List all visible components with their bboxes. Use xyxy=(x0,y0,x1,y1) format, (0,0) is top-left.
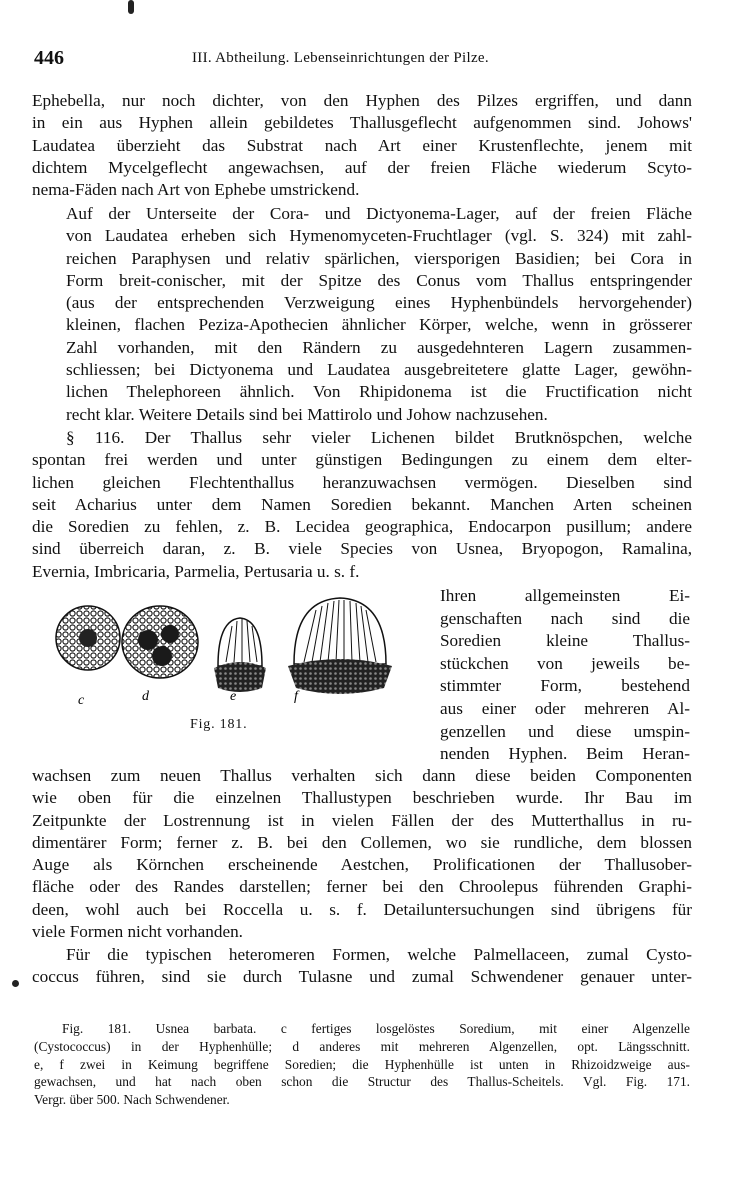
soredium-f-drawing xyxy=(288,598,392,694)
text-line: Ihren allgemeinsten Ei- xyxy=(440,586,690,605)
text-line: nenden Hyphen. Beim Heran- xyxy=(440,744,690,764)
text-line: stimmter Form, bestehend xyxy=(440,676,690,696)
page-number: 446 xyxy=(34,47,64,69)
footnote-line: (Cystococcus) in der Hyphenhülle; d anderes mit mehreren Algenzellen, opt. Längsschnitt. xyxy=(34,1038,690,1054)
text-line: stückchen von jeweils be- xyxy=(440,653,690,673)
figure-letter-d: d xyxy=(142,689,149,704)
figure-caption-footnote xyxy=(34,1020,690,1109)
ink-spot xyxy=(12,980,19,987)
running-title: III. Abtheilung. Lebenseinrichtungen der Pilze. xyxy=(192,50,489,66)
figure-label: Fig. 181. xyxy=(190,717,248,732)
text-line: viele Formen nicht vorhanden. xyxy=(32,922,243,942)
text-line: von Laudatea erheben sich Hymenomyceten-Fruchtlager (vgl. S. 324) mit zahl- xyxy=(66,226,692,246)
text-line: genzellen und diese umspin- xyxy=(440,721,690,741)
paragraph-4 xyxy=(32,765,692,943)
text-line: genschaften nach sind die xyxy=(440,608,690,628)
text-line: Ephebella, nur noch dichter, von den Hyphen des Pilzes ergriffen, und dann xyxy=(32,91,692,110)
soredium-e-drawing xyxy=(214,618,266,692)
footnote-line: Fig. 181. Usnea barbata. c fertiges losgelöstes Soredium, mit einer Algenzelle xyxy=(62,1021,690,1036)
figure-letter-f: f xyxy=(294,689,298,704)
text-line: Für die typischen heteromeren Formen, welche Palmellaceen, zumal Cysto- xyxy=(66,945,692,964)
soredium-d-drawing xyxy=(122,606,198,678)
figure-letter-c: c xyxy=(78,693,85,706)
text-line: spontan frei werden und unter günstigen Bedingungen zu einem dem elter- xyxy=(32,450,692,470)
soredium-c-drawing xyxy=(56,606,120,670)
text-line: aus einer oder mehreren Al- xyxy=(440,698,690,718)
text-line: lichen Thelephoreen ähnlich. Von Rhipidonema ist die Fructification nicht xyxy=(66,382,692,402)
text-line: recht klar. Weitere Details sind bei Mattirolo und Johow nachzusehen. xyxy=(66,404,548,424)
text-line: reichen Paraphysen und relativ spärlichen, viersporigen Basidien; bei Cora in xyxy=(66,248,692,268)
footnote-line: gewachsen, und hat nach oben schon die Structur des Thallus-Scheitels. Vgl. Fig. 171. xyxy=(34,1074,690,1090)
figure-181-illustration xyxy=(48,596,404,706)
text-line: Soredien kleine Thallus- xyxy=(440,631,690,651)
footnote-line: e, f zwei in Keimung begriffene Soredien; die Hyphenhülle ist unten in Rhizoidzweige aus- xyxy=(34,1056,690,1072)
footnote-line: Vergr. über 500. Nach Schwendener. xyxy=(34,1092,230,1108)
text-line: Zahl vorhanden, mit den Rändern zu ausgedehnteren Lagern zusammen- xyxy=(66,337,692,357)
text-line: nema-Fäden nach Art von Ephebe umstrickend. xyxy=(32,180,360,200)
text-line: lichen gleichen Flechtenthallus heranzuwachsen vermögen. Dieselben sind xyxy=(32,472,692,492)
text-line: dichtem Mycelgeflecht angewachsen, auf der freien Fläche wiederum Scyto- xyxy=(32,157,692,177)
text-line: fläche oder des Randes darstellen; ferner bei den Chroolepus führenden Graphi- xyxy=(32,877,692,897)
text-line: dimentärer Form; ferner z. B. bei den Collemen, wo sie rundliche, dem blossen xyxy=(32,832,692,852)
text-line: Evernia, Imbricaria, Parmelia, Pertusaria u. s. f. xyxy=(32,561,360,581)
text-line: Auf der Unterseite der Cora- und Dictyonema-Lager, auf der freien Fläche xyxy=(66,204,692,223)
text-line: seit Acharius unter dem Namen Soredien bekannt. Manchen Arten scheinen xyxy=(32,494,692,514)
text-line: wie oben für die einzelnen Thallustypen beschrieben wurde. Ihr Bau im xyxy=(32,788,692,808)
text-line: (aus der entsprechenden Verzweigung eines Hyphenbündels hervorgehender) xyxy=(66,293,692,313)
text-line: kleinen, flachen Peziza-Apothecien ähnlicher Körper, welche, wenn in grösserer xyxy=(66,315,692,335)
text-line: deen, wohl auch bei Roccella u. s. f. Detailuntersuchungen sind übrigens für xyxy=(32,899,692,919)
text-line: § 116. Der Thallus sehr vieler Lichenen bildet Brutknöspchen, welche xyxy=(66,428,692,447)
text-line: sind überreich daran, z. B. viele Species von Usnea, Bryopogon, Ramalina, xyxy=(32,539,692,559)
text-line: Laudatea überzieht das Substrat nach Art einer Krustenflechte, jenem mit xyxy=(32,135,692,155)
paragraph-2 xyxy=(32,203,692,426)
figure-letter-e: e xyxy=(230,689,237,704)
paragraph-1 xyxy=(32,90,692,201)
paragraph-3 xyxy=(32,427,692,583)
text-line: die Soredien zu fehlen, z. B. Lecidea geographica, Endocarpon pusillum; andere xyxy=(32,517,692,537)
text-line: wachsen zum neuen Thallus verhalten sich dann diese beiden Componenten xyxy=(32,766,692,785)
text-line: coccus führen, sind sie durch Tulasne und zumal Schwendener genauer unter- xyxy=(32,967,692,987)
text-line: Form breit-conischer, mit der Spitze des Conus vom Thallus entspringender xyxy=(66,270,692,290)
text-line: Zeitpunkte der Lostrennung ist in vielen Fällen der des Mutterthallus in ru- xyxy=(32,810,692,830)
paragraph-5 xyxy=(32,944,692,989)
ink-spot xyxy=(128,0,134,14)
wrap-paragraph xyxy=(440,585,690,766)
text-line: schliessen; bei Dictyonema und Laudatea ausgebreitetere glatte Lager, gewöhn- xyxy=(66,360,692,380)
text-line: in ein aus Hyphen allein gebildetes Thallusgeflecht aufgenommen sind. Johows' xyxy=(32,113,692,133)
text-line: Auge als Körnchen erscheinende Aestchen, Prolificationen der Thallusober- xyxy=(32,855,692,875)
